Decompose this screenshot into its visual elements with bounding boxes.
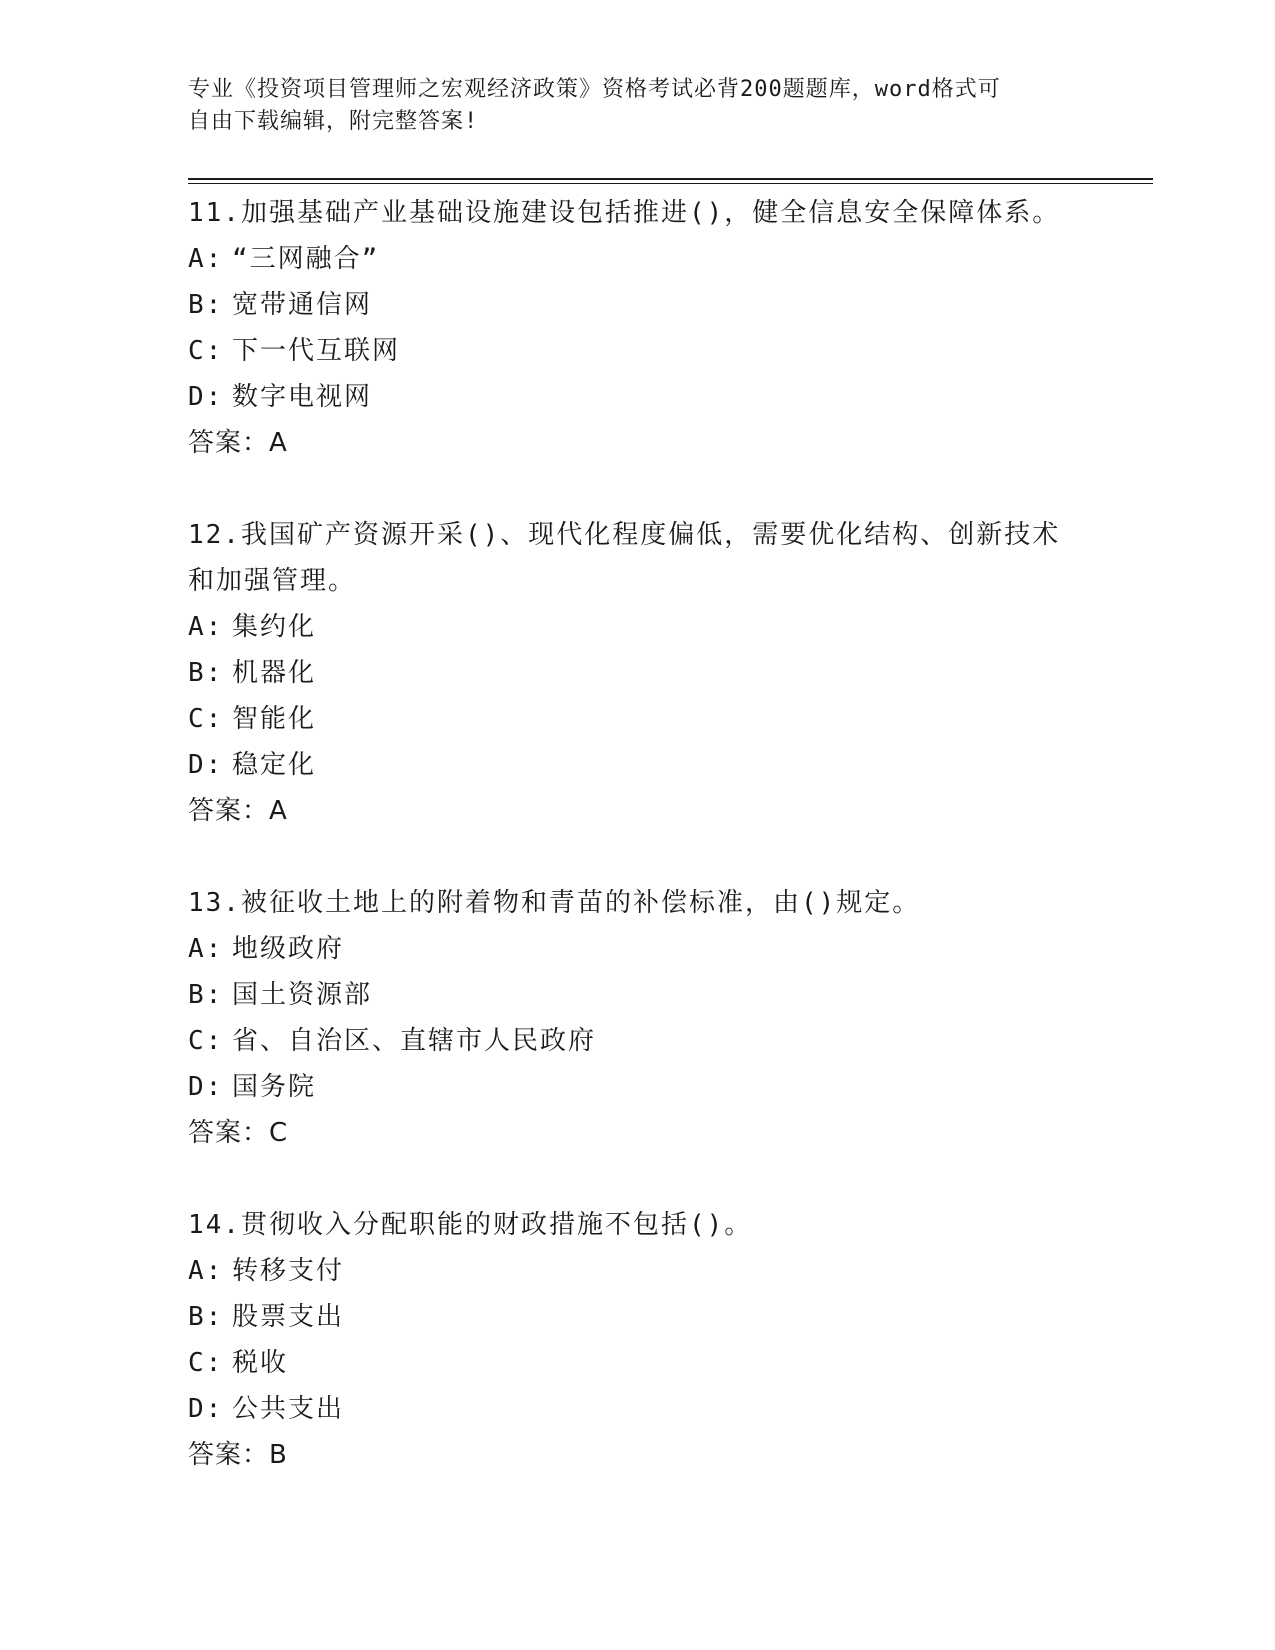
option-text: 转移支付 — [232, 1256, 345, 1286]
option-text: 税收 — [232, 1348, 289, 1378]
header-divider-thick — [188, 178, 1153, 180]
option-letter: A: — [188, 244, 224, 274]
option-c — [188, 1340, 1088, 1386]
option-b — [188, 1294, 1088, 1340]
header-line-2: 自由下载编辑，附完整答案! — [188, 109, 479, 134]
option-text: 数字电视网 — [232, 382, 373, 412]
option-letter: B: — [188, 980, 224, 1010]
option-letter: C: — [188, 1026, 224, 1056]
option-d — [188, 1386, 1088, 1432]
question-stem: 13.被征收土地上的附着物和青苗的补偿标准，由()规定。 — [188, 888, 921, 918]
option-letter: A: — [188, 1256, 224, 1286]
option-text: 公共支出 — [232, 1394, 345, 1424]
question-stem: 11.加强基础产业基础设施建设包括推进()，健全信息安全保障体系。 — [188, 198, 1061, 228]
option-letter: C: — [188, 336, 224, 366]
option-text: 省、自治区、直辖市人民政府 — [232, 1026, 597, 1056]
header-line-1: 专业《投资项目管理师之宏观经济政策》资格考试必背200题题库，word格式可 — [188, 77, 1001, 102]
option-a — [188, 1248, 1088, 1294]
option-a — [188, 236, 1088, 282]
option-text: “三网融合” — [232, 244, 380, 274]
option-a — [188, 604, 1088, 650]
option-letter: C: — [188, 704, 224, 734]
option-text: 国土资源部 — [232, 980, 373, 1010]
option-letter: B: — [188, 658, 224, 688]
option-text: 国务院 — [232, 1072, 317, 1102]
question-12 — [188, 512, 1088, 834]
document-header — [188, 74, 1088, 138]
question-11 — [188, 190, 1088, 466]
option-letter: D: — [188, 1394, 224, 1424]
option-letter: A: — [188, 612, 224, 642]
option-letter: B: — [188, 290, 224, 320]
option-d — [188, 374, 1088, 420]
question-stem: 14.贯彻收入分配职能的财政措施不包括()。 — [188, 1210, 753, 1240]
option-b — [188, 282, 1088, 328]
option-text: 下一代互联网 — [232, 336, 401, 366]
option-text: 宽带通信网 — [232, 290, 373, 320]
question-13 — [188, 880, 1088, 1156]
option-letter: D: — [188, 382, 224, 412]
option-letter: D: — [188, 750, 224, 780]
answer-line: 答案：B — [188, 1440, 288, 1470]
question-14 — [188, 1202, 1088, 1478]
option-letter: D: — [188, 1072, 224, 1102]
answer-line: 答案：A — [188, 796, 288, 826]
option-text: 地级政府 — [232, 934, 345, 964]
option-letter: A: — [188, 934, 224, 964]
question-list — [188, 190, 1088, 1524]
option-text: 智能化 — [232, 704, 317, 734]
question-stem-line-2: 和加强管理。 — [188, 566, 357, 596]
option-d — [188, 1064, 1088, 1110]
option-text: 稳定化 — [232, 750, 317, 780]
option-letter: C: — [188, 1348, 224, 1378]
option-b — [188, 650, 1088, 696]
option-a — [188, 926, 1088, 972]
option-text: 股票支出 — [232, 1302, 345, 1332]
option-c — [188, 696, 1088, 742]
option-b — [188, 972, 1088, 1018]
header-divider-thin — [188, 183, 1153, 184]
answer-line: 答案：A — [188, 428, 288, 458]
option-c — [188, 328, 1088, 374]
option-d — [188, 742, 1088, 788]
option-letter: B: — [188, 1302, 224, 1332]
question-stem-line-1: 12.我国矿产资源开采()、现代化程度偏低，需要优化结构、创新技术 — [188, 520, 1061, 550]
answer-line: 答案：C — [188, 1118, 289, 1148]
option-c — [188, 1018, 1088, 1064]
option-text: 机器化 — [232, 658, 317, 688]
option-text: 集约化 — [232, 612, 317, 642]
